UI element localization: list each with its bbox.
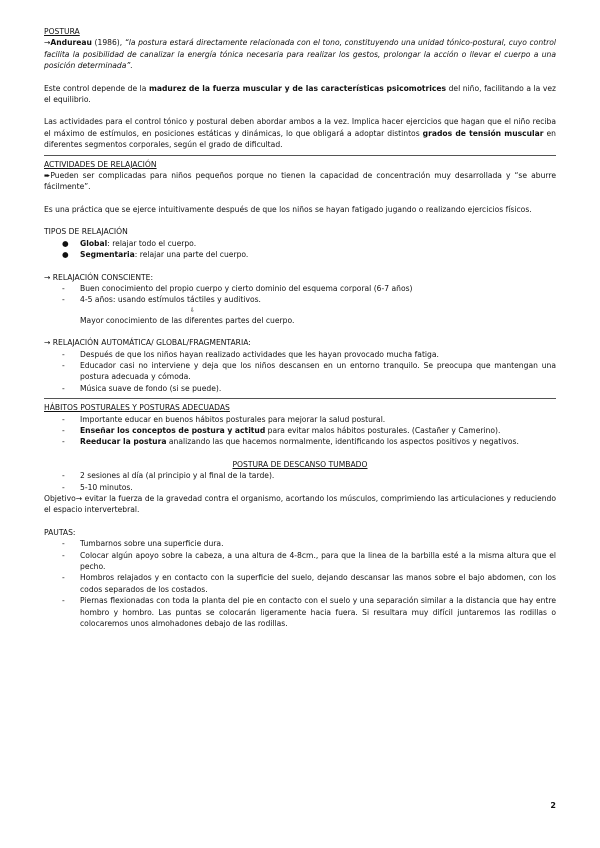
list-item: - Tumbarnos sobre una superficie dura. bbox=[62, 539, 224, 549]
citation-quote: “la postura estará directamente relacionada con el tono, constituyendo una unidad tónico-postural, cuyo control facilita la posibilidad de canalizar la energía tónica necesaria para realizar los gestos, prolongar la acción o llevar el cuerpo a una posición determinada”. bbox=[44, 38, 556, 71]
list-item: - Hombros relajados y en contacto con la superficie del suelo, dejando descansar las manos sobre el bajo abdomen, con los codos separados de los costados. bbox=[62, 573, 556, 594]
subheading-types: TIPOS DE RELAJACIÓN bbox=[44, 227, 128, 237]
list-item: ● Global: relajar todo el cuerpo. bbox=[62, 238, 197, 248]
paragraph-activities: Las actividades para el control tónico y postural deben abordar ambos a la vez. Implica hacer ejercicios que hagan que el niño reciba el máximo de estímulos, en posiciones estáticas y dinámicas, lo que obligará a adoptar distintos grados de tensión muscular en diferentes segmentos corporales, según el grado de dificultad. bbox=[44, 117, 556, 150]
conscious-note: Mayor conocimiento de las diferentes partes del cuerpo. bbox=[80, 315, 295, 325]
section-heading-postura: POSTURA bbox=[44, 27, 80, 36]
subheading-rest-position: POSTURA DE DESCANSO TUMBADO bbox=[232, 459, 368, 469]
down-arrow-icon: ⇩ bbox=[190, 306, 196, 314]
list-item: - Después de que los niños hayan realizado actividades que les hayan provocado mucha fatiga. bbox=[62, 349, 439, 359]
list-item: ● Segmentaria: relajar una parte del cuerpo. bbox=[62, 250, 249, 260]
paragraph-relax-practice: Es una práctica que se ejerce intuitivamente después de que los niños se hayan fatigado jugando o realizando ejercicios físicos. bbox=[44, 204, 532, 214]
citation-author: Andureau bbox=[50, 38, 92, 48]
list-item: - Música suave de fondo (si se puede). bbox=[62, 383, 222, 393]
list-item: - Colocar algún apoyo sobre la cabeza, a una altura de 4-8cm., para que la linea de la barbilla esté a la misma altura que el pecho. bbox=[62, 550, 556, 572]
objective-paragraph: Objetivo→ evitar la fuerza de la gravedad contra el organismo, acortando los músculos, comprimiendo las articulaciones y reduciendo el espacio intervertebral. bbox=[44, 494, 556, 515]
conscious-list bbox=[44, 283, 556, 306]
types-list bbox=[44, 238, 556, 261]
page-number: 2 bbox=[550, 801, 556, 810]
list-item: - 2 sesiones al día (al principio y al final de la tarde). bbox=[62, 471, 275, 481]
list-item: - 4-5 años: usando estímulos táctiles y auditivos. bbox=[62, 295, 261, 305]
subheading-guidelines: PAUTAS: bbox=[44, 527, 76, 537]
section-heading-relajacion: ACTIVIDADES DE RELAJACIÓN bbox=[44, 159, 157, 169]
list-item: - Piernas flexionadas con toda la planta del pie en contacto con el suelo y una separación similar a la distancia que hay entre hombro y hombro. Las puntas se colocarán ligeramente hacia fuera. Si resultara muy difícil juntaremos las rodillas o colocaremos unos almohadones debajo de las rodillas. bbox=[62, 596, 556, 629]
divider bbox=[44, 398, 556, 399]
citation-paragraph: →Andureau (1986), “la postura estará directamente relacionada con el tono, constituyendo una unidad tónico-postural, cuyo control facilita la posibilidad de canalizar la energía tónica necesaria para realizar los gestos, prolongar la acción o llevar el cuerpo a una posición determinada”. bbox=[44, 38, 556, 71]
subheading-automatic: → RELAJACIÓN AUTOMÁTICA/ GLOBAL/FRAGMENTARIA: bbox=[44, 338, 251, 348]
rest-list bbox=[44, 470, 556, 493]
list-item: - Buen conocimiento del propio cuerpo y cierto dominio del esquema corporal (6-7 años) bbox=[62, 283, 413, 293]
section-heading-habitos: HÁBITOS POSTURALES Y POSTURAS ADECUADAS bbox=[44, 403, 230, 413]
list-item: - 5-10 minutos. bbox=[62, 482, 133, 492]
automatic-list bbox=[44, 349, 556, 395]
list-item: - Enseñar los conceptos de postura y actitud para evitar malos hábitos posturales. (Castañer y Camerino). bbox=[62, 425, 501, 435]
paragraph-relax-intro: ➨Pueden ser complicadas para niños pequeños porque no tienen la capacidad de concentración muy desarrollada y “se aburre fácilmente”. bbox=[44, 171, 556, 192]
document-page bbox=[44, 26, 556, 629]
subheading-conscious: → RELAJACIÓN CONSCIENTE: bbox=[44, 272, 154, 282]
guidelines-list bbox=[44, 538, 556, 629]
divider bbox=[44, 155, 556, 156]
habits-list bbox=[44, 414, 556, 448]
list-item: - Importante educar en buenos hábitos posturales para mejorar la salud postural. bbox=[62, 414, 386, 424]
list-item: - Educador casi no interviene y deja que los niños descansen en un entorno tranquilo. Se preocupa que mantengan una postura adecuada y cómoda. bbox=[62, 360, 556, 382]
list-item: - Reeducar la postura analizando las que hacemos normalmente, identificando los aspectos positivos y negativos. bbox=[62, 437, 519, 447]
paragraph-control: Este control depende de la madurez de la fuerza muscular y de las características psicomotrices del niño, facilitando a la vez el equilibrio. bbox=[44, 83, 556, 105]
